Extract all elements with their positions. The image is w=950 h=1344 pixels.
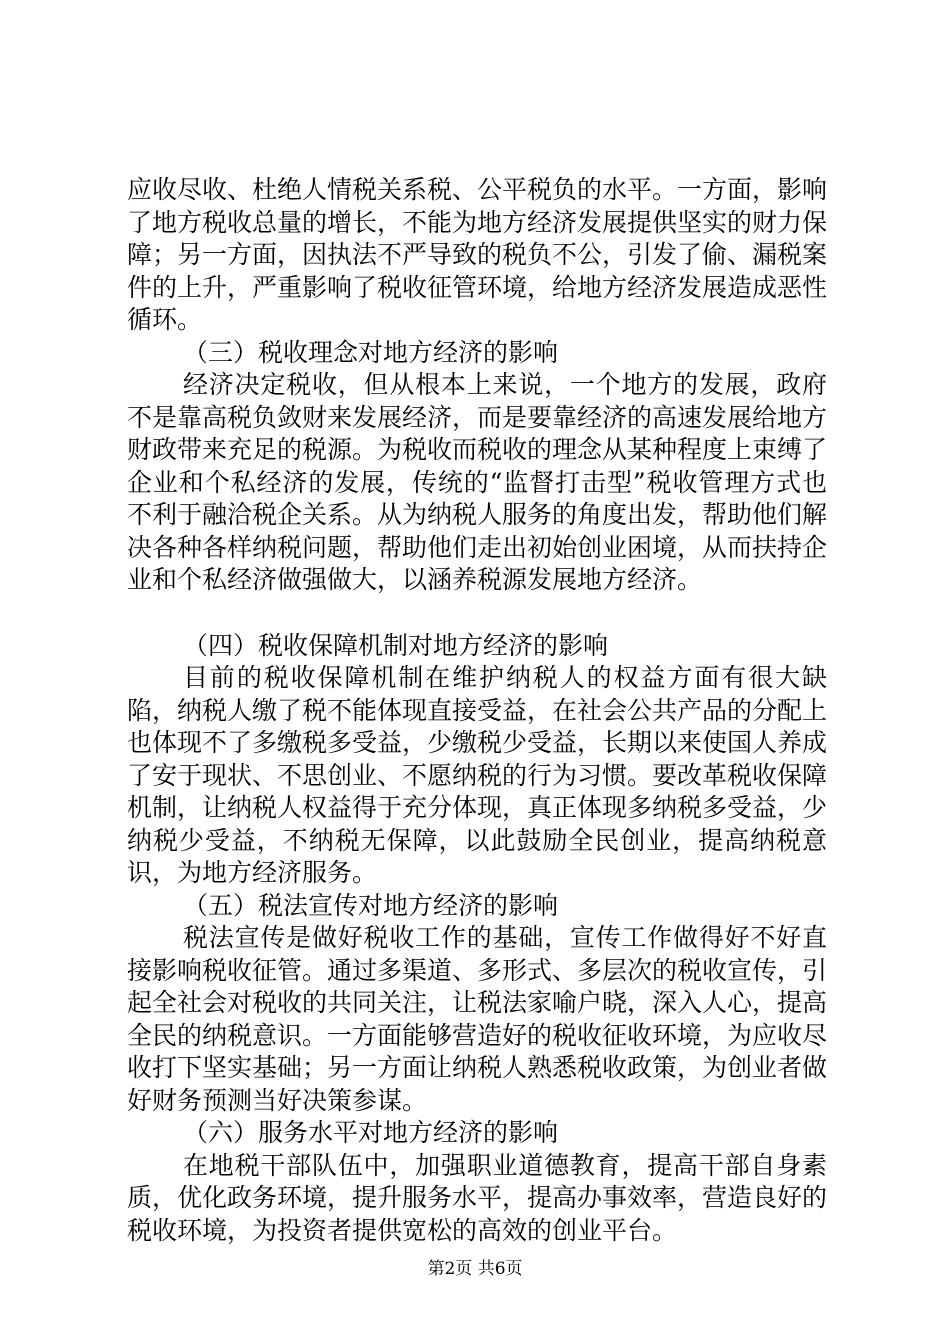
document-body — [127, 174, 827, 1247]
section-heading-4: （四）税收保障机制对地方经济的影响 — [183, 630, 609, 660]
paragraph-continuation: 应收尽收、杜绝人情税关系税、公平税负的水平。一方面，影响了地方税收总量的增长，不能为地方经济发展提供坚实的财力保障；另一方面，因执法不严导致的税负不公，引发了偷、漏税案件的上升，严重影响了税收征管环境，给地方经济发展造成恶性循环。 — [127, 175, 828, 334]
paragraph-service-level: 在地税干部队伍中，加强职业道德教育，提高干部自身素质，优化政务环境，提升服务水平，提高办事效率，营造良好的税收环境，为投资者提供宽松的高效的创业平台。 — [127, 1150, 828, 1245]
paragraph-tax-concept: 经济决定税收，但从根本上来说，一个地方的发展，政府不是靠高税负敛财来发展经济，而是要靠经济的高速发展给地方财政带来充足的税源。为税收而税收的理念从某种程度上束缚了企业和个私经济的发展，传统的“监督打击型”税收管理方式也不利于融洽税企关系。从为纳税人服务的角度出发，帮助他们解决各种各样纳税问题，帮助他们走出初始创业困境，从而扶持企业和个私经济做强做大，以涵养税源发展地方经济。 — [127, 370, 828, 594]
section-heading-5: （五）税法宣传对地方经济的影响 — [183, 890, 559, 920]
paragraph-tax-publicity: 税法宣传是做好税收工作的基础，宣传工作做得好不好直接影响税收征管。通过多渠道、多形式、多层次的税收宣传，引起全社会对税收的共同关注，让税法家喻户晓，深入人心，提高全民的纳税意识。一方面能够营造好的税收征收环境，为应收尽收打下坚实基础；另一方面让纳税人熟悉税收政策，为创业者做好财务预测当好决策参谋。 — [127, 923, 828, 1115]
section-heading-3: （三）税收理念对地方经济的影响 — [183, 337, 559, 367]
paragraph-tax-guarantee: 目前的税收保障机制在维护纳税人的权益方面有很大缺陷，纳税人缴了税不能体现直接受益，在社会公共产品的分配上也体现不了多缴税多受益，少缴税少受益，长期以来使国人养成了安于现状、不思创业、不愿纳税的行为习惯。要改革税收保障机制，让纳税人权益得于充分体现，真正体现多纳税多受益，少纳税少受益，不纳税无保障，以此鼓励全民创业，提高纳税意识，为地方经济服务。 — [127, 663, 828, 887]
page-number-footer: 第2页 共6页 — [427, 1259, 523, 1279]
section-heading-6: （六）服务水平对地方经济的影响 — [183, 1118, 559, 1147]
paragraph-spacer — [127, 597, 827, 630]
